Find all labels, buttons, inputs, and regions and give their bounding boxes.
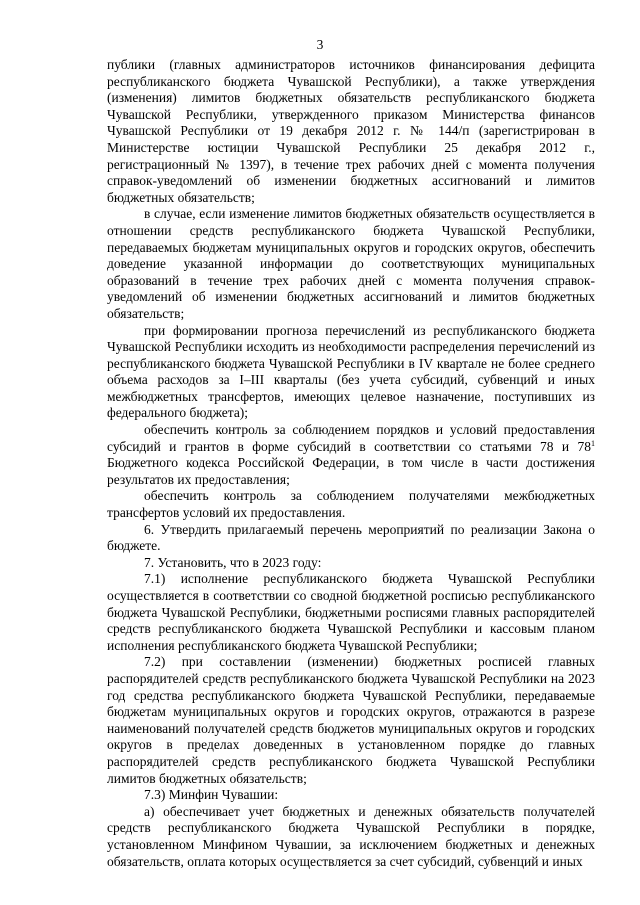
- paragraph: при формировании прогноза перечислений из республиканского бюджета Чувашской Республики исходить из необходимости распределения перечислений из республиканского бюджета Чувашской Республики в IV квартале не более среднего объема расходов за I–III кварталы (без учета субсидий, субвенций и иных межбюджетных трансфертов, имеющих целевое назначение, поступивших из федерального бюджета);: [107, 322, 595, 421]
- superscript: 1: [591, 438, 595, 448]
- paragraph: 7.2) при составлении (изменении) бюджетных росписей главных распорядителей средств республиканского бюджета Чувашской Республики на 2023 год средства республиканского бюджета Чувашской Республики, передаваемые бюджетам муниципальных округов и городских округов, отражаются в разрезе наименований получателей средств бюджетов муниципальных округов и городских округов в пределах доведенных в установленном порядке до главных распорядителей средств республиканского бюджета Чувашской Республики лимитов бюджетных обязательств;: [107, 654, 595, 786]
- paragraph-text: Бюджетного кодекса Российской Федерации, в том числе в части достижения результатов их предоставления;: [107, 455, 595, 487]
- paragraph-continuation: публики (главных администраторов источников финансирования дефицита республиканского бюджета Чувашской Республики), а также утверждения (изменения) лимитов бюджетных обязательств республиканского бюджета Чувашской Республики, утвержденного приказом Министерства финансов Чувашской Республики от 19 декабря 2012 г. № 144/п (зарегистрирован в Министерстве юстиции Чувашской Республики 25 декабря 2012 г., регистрационный № 1397), в течение трех рабочих дней с момента получения справок-уведомлений об изменении бюджетных ассигнований и лимитов бюджетных обязательств;: [107, 57, 595, 205]
- paragraph: 7.1) исполнение республиканского бюджета Чувашской Республики осуществляется в соответствии со сводной бюджетной росписью республиканского бюджета Чувашской Республики, бюджетными росписями главных распорядителей средств республиканского бюджета Чувашской Республики и кассовым планом исполнения республиканского бюджета Чувашской Республики;: [107, 571, 595, 653]
- paragraph-text: обеспечить контроль за соблюдением порядков и условий предоставления субсидий и грантов в форме субсидий в соответствии со статьями 78 и 78: [107, 422, 595, 454]
- paragraph: 7.3) Минфин Чувашии:: [144, 787, 279, 803]
- paragraph: 6. Утвердить прилагаемый перечень мероприятий по реализации Закона о бюджете.: [107, 521, 595, 554]
- paragraph: а) обеспечивает учет бюджетных и денежных обязательств получателей средств республиканского бюджета Чувашской Республики в порядке, установленном Минфином Чувашии, за исключением бюджетных и денежных обязательств, оплата которых осуществляется за счет субсидий, субвенций и иных: [107, 803, 595, 869]
- paragraph: обеспечить контроль за соблюдением получателями межбюджетных трансфертов условий их предоставления.: [107, 488, 595, 521]
- document-body: [107, 57, 595, 870]
- paragraph: в случае, если изменение лимитов бюджетных обязательств осуществляется в отношении средств республиканского бюджета Чувашской Республики, передаваемых бюджетам муниципальных округов и городских округов, обеспечить доведение указанной информации до соответствующих муниципальных образований в течение трех рабочих дней с момента получения справок-уведомлений об изменении бюджетных ассигнований и лимитов бюджетных обязательств;: [107, 206, 595, 321]
- paragraph: 7. Установить, что в 2023 году:: [144, 554, 322, 570]
- paragraph-with-superscript: [107, 422, 595, 488]
- page-number: 3: [316, 37, 324, 52]
